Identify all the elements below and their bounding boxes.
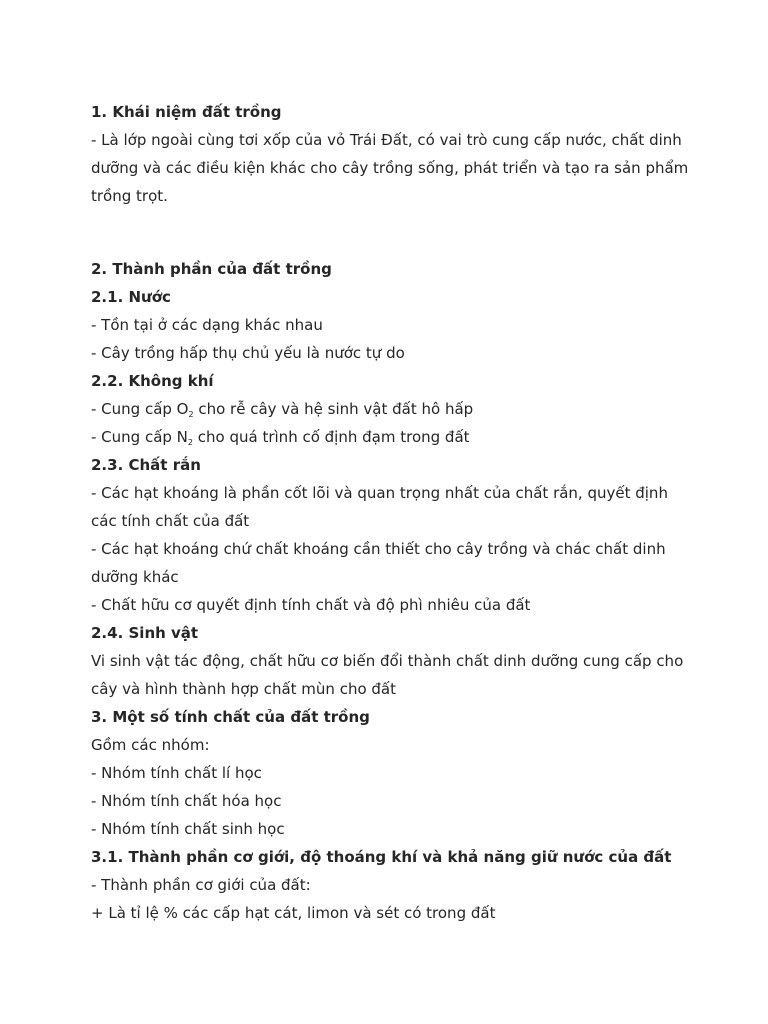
list-item: - Cây trồng hấp thụ chủ yếu là nước tự do <box>91 344 405 362</box>
list-item: - Tồn tại ở các dạng khác nhau <box>91 316 323 334</box>
list-item: - Nhóm tính chất lí học <box>91 764 262 782</box>
document-body <box>91 98 691 927</box>
text-fragment: - Cung cấp N <box>91 428 188 446</box>
list-item: - Nhóm tính chất hóa học <box>91 792 282 810</box>
section-3-1-heading: 3.1. Thành phần cơ giới, độ thoáng khí và khả năng giữ nước của đất <box>91 848 672 866</box>
list-item-n2 <box>91 423 691 451</box>
section-2-1-heading: 2.1. Nước <box>91 288 171 306</box>
section-2-4-heading: 2.4. Sinh vật <box>91 624 199 642</box>
text-fragment: cho quá trình cố định đạm trong đất <box>193 428 470 446</box>
section-2-heading: 2. Thành phần của đất trồng <box>91 260 332 278</box>
spacer <box>91 210 691 255</box>
list-item-o2 <box>91 395 691 423</box>
section-1-paragraph: - Là lớp ngoài cùng tơi xốp của vỏ Trái Đất, có vai trò cung cấp nước, chất dinh dưỡng và các điều kiện khác cho cây trồng sống, phát triển và tạo ra sản phẩm trồng trọt. <box>91 131 689 205</box>
list-item: + Là tỉ lệ % các cấp hạt cát, limon và sét có trong đất <box>91 904 496 922</box>
text-fragment: cho rễ cây và hệ sinh vật đất hô hấp <box>193 400 474 418</box>
list-item: - Các hạt khoáng là phần cốt lõi và quan trọng nhất của chất rắn, quyết định các tính chất của đất <box>91 484 668 530</box>
section-2-3-heading: 2.3. Chất rắn <box>91 456 201 474</box>
subscript: 2 <box>187 438 194 447</box>
subscript: 2 <box>188 410 194 419</box>
section-2-4-paragraph: Vi sinh vật tác động, chất hữu cơ biến đổi thành chất dinh dưỡng cung cấp cho cây và hình thành hợp chất mùn cho đất <box>91 652 684 698</box>
list-item: - Các hạt khoáng chứ chất khoáng cần thiết cho cây trồng và chác chất dinh dưỡng khác <box>91 540 666 586</box>
list-item: - Thành phần cơ giới của đất: <box>91 876 311 894</box>
section-3-intro: Gồm các nhóm: <box>91 736 210 754</box>
section-3-heading: 3. Một số tính chất của đất trồng <box>91 708 370 726</box>
list-item: - Chất hữu cơ quyết định tính chất và độ phì nhiêu của đất <box>91 596 531 614</box>
text-fragment: - Cung cấp O <box>91 400 189 418</box>
section-2-2-heading: 2.2. Không khí <box>91 372 214 390</box>
section-1-heading: 1. Khái niệm đất trồng <box>91 103 282 121</box>
list-item: - Nhóm tính chất sinh học <box>91 820 285 838</box>
